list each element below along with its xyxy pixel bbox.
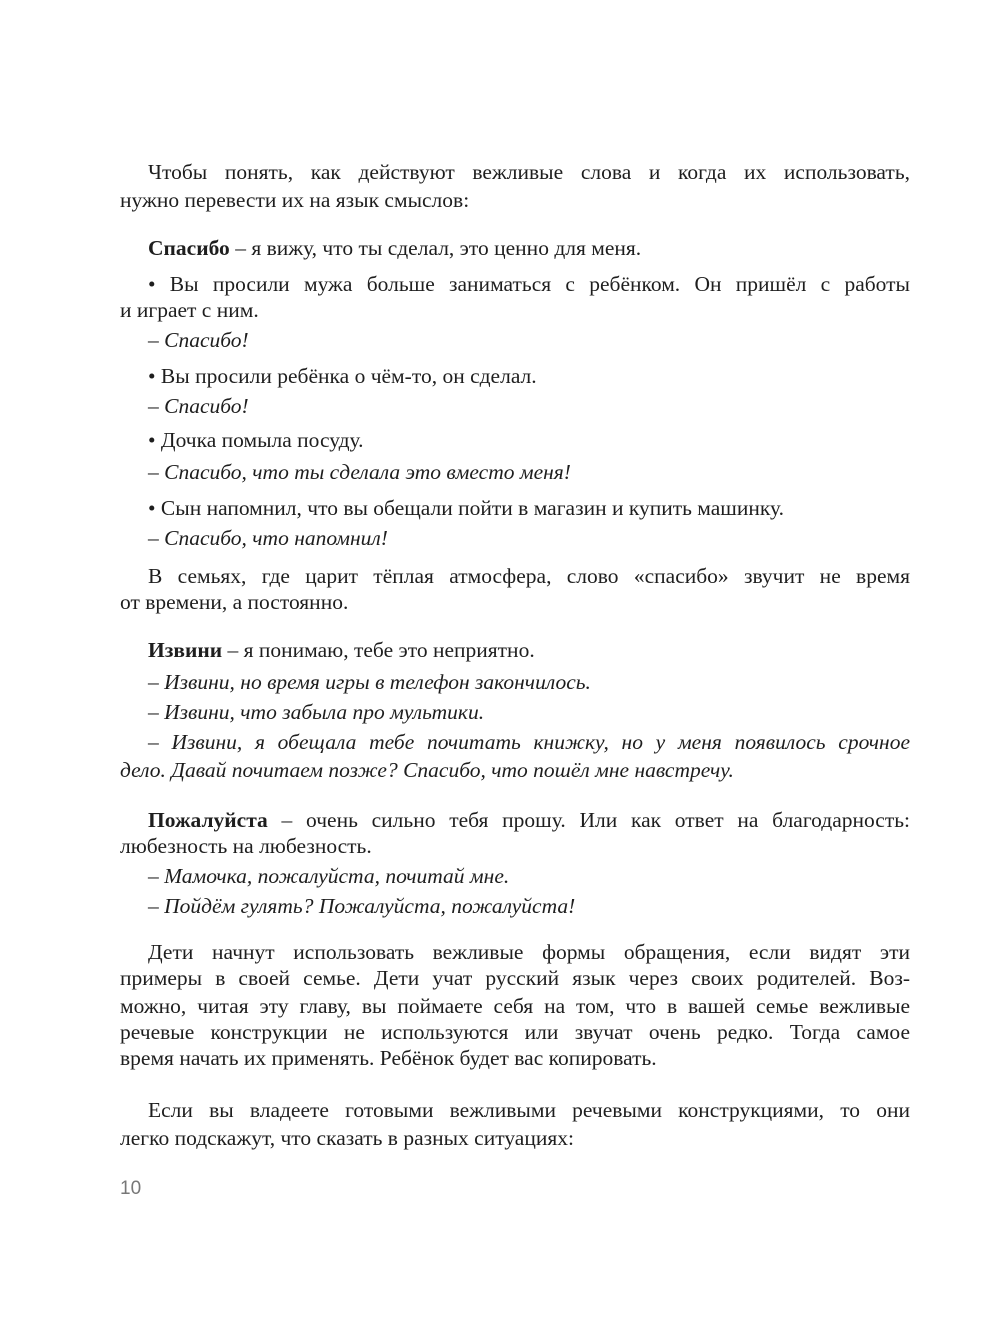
line-text: – Спасибо!: [148, 328, 249, 352]
text-line: [120, 296, 910, 324]
text-line: [148, 524, 910, 552]
text-line: [148, 426, 910, 454]
line-text: Дети начнут использовать вежливые формы обращения, если видят эти: [148, 940, 910, 964]
text-line: [148, 668, 910, 696]
line-text: можно, читая эту главу, вы поймаете себя на том, что в вашей семье вежливые: [120, 994, 910, 1018]
term-heading: Спасибо: [148, 236, 230, 260]
line-text: время начать их применять. Ребёнок будет вас копировать.: [120, 1046, 657, 1070]
text-line: [120, 756, 910, 784]
line-text: от времени, а постоянно.: [120, 590, 349, 614]
text-line: [120, 1044, 910, 1072]
text-line: [148, 698, 910, 726]
line-text: речевые конструкции не используются или звучат очень редко. Тогда самое: [120, 1020, 910, 1044]
text-line: [148, 636, 910, 664]
text-line: [120, 1124, 910, 1152]
line-text: В семьях, где царит тёплая атмосфера, слово «спасибо» звучит не время: [148, 564, 910, 588]
text-line: [148, 728, 910, 756]
line-text: Чтобы понять, как действуют вежливые слова и когда их использовать,: [148, 160, 910, 184]
line-text: и играет с ним.: [120, 298, 259, 322]
page-number: 10: [120, 1178, 142, 1199]
line-text: • Дочка помыла посуду.: [148, 428, 364, 452]
line-text: • Сын напомнил, что вы обещали пойти в магазин и купить машинку.: [148, 496, 784, 520]
text-line: [148, 392, 910, 420]
line-text: – Спасибо, что ты сделала это вместо меня!: [148, 460, 571, 484]
text-line: [148, 806, 910, 834]
line-text: • Вы просили мужа больше заниматься с ребёнком. Он пришёл с работы: [148, 272, 910, 296]
line-text: легко подскажут, что сказать в разных ситуациях:: [120, 1126, 574, 1150]
text-line: [120, 588, 910, 616]
text-line: [148, 326, 910, 354]
text-line: [148, 234, 910, 262]
line-text: любезность на любезность.: [120, 834, 372, 858]
term-heading: Пожалуйста: [148, 808, 268, 832]
line-text: – Извини, что забыла про мультики.: [148, 700, 485, 724]
term-heading: Извини: [148, 638, 223, 662]
text-line: [120, 992, 910, 1020]
text-line: [148, 562, 910, 590]
line-text: – Спасибо, что напомнил!: [148, 526, 388, 550]
line-text: – Извини, я обещала тебе почитать книжку, но у меня появилось срочное: [148, 730, 910, 754]
line-text: примеры в своей семье. Дети учат русский язык через своих родителей. Воз-: [120, 966, 910, 990]
line-text: Если вы владеете готовыми вежливыми речевыми конструкциями, то они: [148, 1098, 910, 1122]
text-line: [148, 362, 910, 390]
line-text: – я понимаю, тебе это неприятно.: [222, 638, 535, 662]
text-line: [148, 494, 910, 522]
text-line: [148, 892, 910, 920]
line-text: – Пойдём гулять? Пожалуйста, пожалуйста!: [148, 894, 576, 918]
line-text: • Вы просили ребёнка о чём-то, он сделал.: [148, 364, 537, 388]
line-text: дело. Давай почитаем позже? Спасибо, что пошёл мне навстречу.: [120, 758, 734, 782]
line-text: – Извини, но время игры в телефон закончилось.: [148, 670, 591, 694]
line-text: нужно перевести их на язык смыслов:: [120, 188, 470, 212]
text-line: [120, 964, 910, 992]
text-line: [148, 458, 910, 486]
text-line: [148, 938, 910, 966]
text-line: [148, 862, 910, 890]
text-line: [120, 1018, 910, 1046]
line-text: – я вижу, что ты сделал, это ценно для меня.: [229, 236, 642, 260]
text-line: [148, 270, 910, 298]
text-line: [120, 832, 910, 860]
text-line: [148, 1096, 910, 1124]
text-line: [148, 158, 910, 186]
text-line: [120, 186, 910, 214]
line-text: – очень сильно тебя прошу. Или как ответ на благодарность:: [267, 808, 910, 832]
line-text: – Мамочка, пожалуйста, почитай мне.: [148, 864, 510, 888]
line-text: – Спасибо!: [148, 394, 249, 418]
